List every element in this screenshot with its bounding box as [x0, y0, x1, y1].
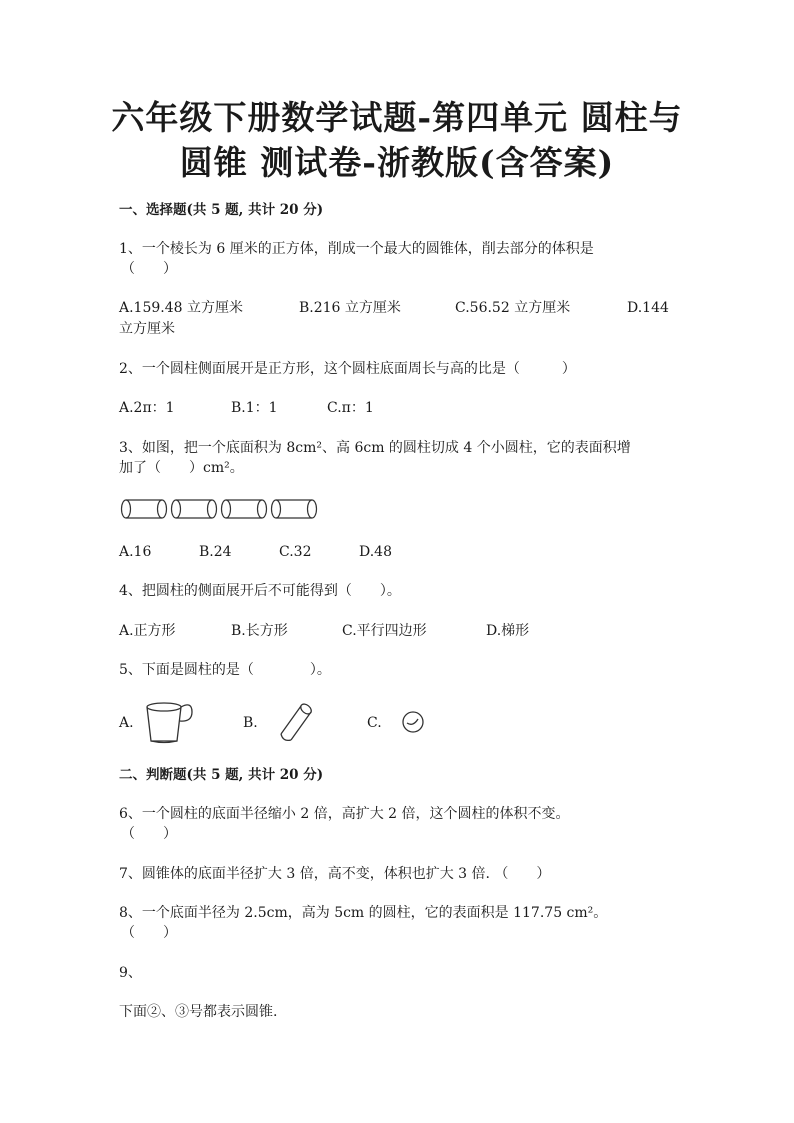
q4-option-b[interactable]: B.长方形: [231, 623, 288, 639]
q4-option-c[interactable]: C.平行四边形: [342, 623, 427, 639]
q3-option-a[interactable]: A.16: [119, 544, 152, 560]
q1-option-a[interactable]: A.159.48 立方厘米: [119, 300, 243, 316]
ball-icon: [400, 709, 426, 735]
section2-heading: 二、判断题(共 5 题, 共计 20 分): [119, 767, 324, 783]
q6-answer-blank: （ ）: [121, 826, 177, 842]
q9-number: 9、: [119, 965, 142, 981]
q2-option-c[interactable]: C.π：1: [327, 400, 374, 416]
q5-option-a[interactable]: A.: [119, 715, 134, 731]
tilted-cylinder-icon: [276, 701, 316, 743]
cylinder-piece-1: [122, 500, 167, 518]
q2-option-b[interactable]: B.1：1: [231, 400, 278, 416]
q1-option-c[interactable]: C.56.52 立方厘米: [455, 300, 571, 316]
q4-option-d[interactable]: D.梯形: [486, 623, 530, 639]
q4-option-a[interactable]: A.正方形: [119, 623, 176, 639]
cylinder-piece-2: [172, 500, 217, 518]
q4-stem: 4、把圆柱的侧面展开后不可能得到（ ）。: [119, 583, 401, 599]
q3-stem-cont: 加了（ ）cm²。: [119, 460, 244, 476]
cylinder-piece-4: [272, 500, 317, 518]
q2-option-a[interactable]: A.2π：1: [119, 400, 175, 416]
q1-option-b[interactable]: B.216 立方厘米: [299, 300, 401, 316]
q1-stem: 1、一个棱长为 6 厘米的正方体，削成一个最大的圆锥体，削去部分的体积是: [119, 241, 594, 257]
q3-option-c[interactable]: C.32: [279, 544, 312, 560]
q3-option-b[interactable]: B.24: [199, 544, 232, 560]
section1-heading: 一、选择题(共 5 题, 共计 20 分): [119, 202, 324, 218]
q5-option-b[interactable]: B.: [243, 715, 258, 731]
q5-option-c[interactable]: C.: [367, 715, 382, 731]
page-title-line2: 圆锥 测试卷-浙教版(含答案): [179, 143, 615, 182]
q1-answer-blank: （ ）: [121, 261, 177, 277]
q7-stem: 7、圆锥体的底面半径扩大 3 倍，高不变，体积也扩大 3 倍. （ ）: [119, 866, 551, 882]
q2-stem: 2、一个圆柱侧面展开是正方形，这个圆柱底面周长与高的比是（ ）: [119, 361, 576, 377]
q3-cylinders-figure: [118, 496, 328, 524]
q1-option-d-cont: 立方厘米: [119, 321, 175, 337]
q3-option-d[interactable]: D.48: [359, 544, 392, 560]
q3-stem: 3、如图，把一个底面积为 8cm²、高 6cm 的圆柱切成 4 个小圆柱，它的表面积增: [119, 440, 631, 456]
cylinder-piece-3: [222, 500, 267, 518]
page-title-line1: 六年级下册数学试题-第四单元 圆柱与: [111, 98, 683, 137]
q9-stem: 下面②、③号都表示圆锥.: [119, 1004, 278, 1020]
q5-stem: 5、下面是圆柱的是（ ）。: [119, 662, 331, 678]
q6-stem: 6、一个圆柱的底面半径缩小 2 倍，高扩大 2 倍，这个圆柱的体积不变。: [119, 806, 570, 822]
bucket-icon: [142, 697, 196, 745]
q1-option-d[interactable]: D.144: [627, 300, 669, 316]
q8-answer-blank: （ ）: [121, 925, 177, 941]
q8-stem: 8、一个底面半径为 2.5cm，高为 5cm 的圆柱，它的表面积是 117.75 cm²。: [119, 905, 608, 921]
